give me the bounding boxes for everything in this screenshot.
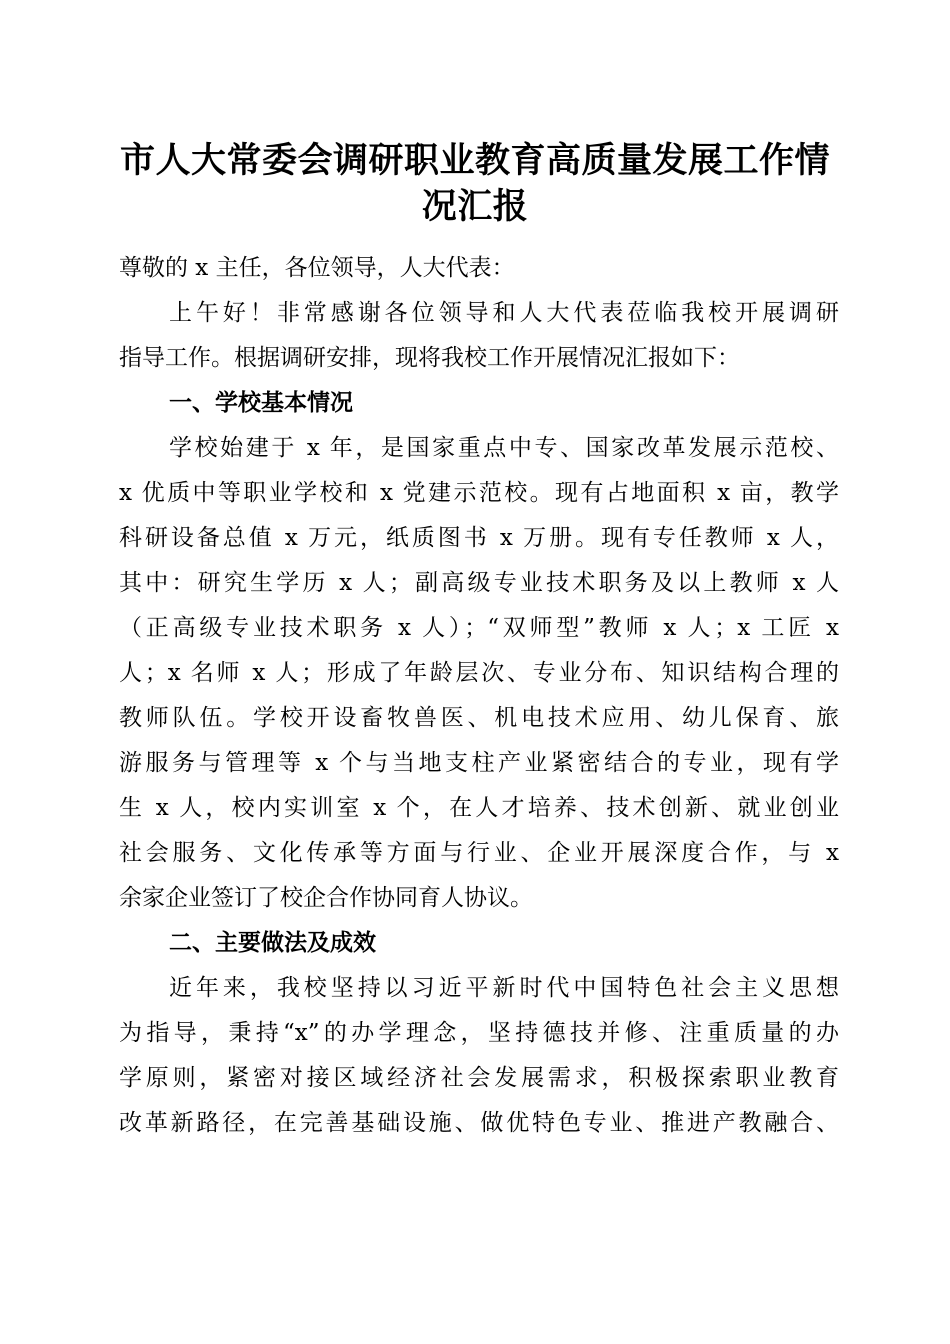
section-1-line-5: （正高级专业技术职务 x 人）；“双师型”教师 x 人；x 工匠 x [119,615,839,641]
salutation: 尊敬的 x 主任，各位领导，人大代表： [119,255,515,281]
section-1-line-6: 人；x 名师 x 人；形成了年龄层次、专业分布、知识结构合理的 [119,660,839,686]
section-2-line-4: 改革新路径，在完善基础设施、做优特色专业、推进产教融合、 [119,1110,839,1136]
section-1-line-7: 教师队伍。学校开设畜牧兽医、机电技术应用、幼儿保育、旅 [119,705,839,731]
section-1-line-10: 社会服务、文化传承等方面与行业、企业开展深度合作，与 x [119,840,839,866]
section-1-heading: 一、学校基本情况 [169,390,353,416]
document-title-line-2: 况汇报 [421,186,529,227]
intro-line-2: 指导工作。根据调研安排，现将我校工作开展情况汇报如下： [119,345,740,371]
section-1-line-3: 科研设备总值 x 万元，纸质图书 x 万册。现有专任教师 x 人， [119,525,839,551]
intro-line-1: 上午好！非常感谢各位领导和人大代表莅临我校开展调研 [169,300,839,326]
section-2-line-1: 近年来，我校坚持以习近平新时代中国特色社会主义思想 [169,975,839,1001]
section-2-line-2: 为指导，秉持“x”的办学理念，坚持德技并修、注重质量的办 [119,1020,839,1046]
section-1-line-11: 余家企业签订了校企合作协同育人协议。 [119,885,533,911]
section-2-line-3: 学原则，紧密对接区域经济社会发展需求，积极探索职业教育 [119,1065,839,1091]
section-1-line-8: 游服务与管理等 x 个与当地支柱产业紧密结合的专业，现有学 [119,750,839,776]
section-1-line-4: 其中：研究生学历 x 人；副高级专业技术职务及以上教师 x 人 [119,570,839,596]
section-1-line-9: 生 x 人，校内实训室 x 个，在人才培养、技术创新、就业创业 [119,795,839,821]
document-title-line-1: 市人大常委会调研职业教育高质量发展工作情 [119,140,830,181]
section-1-line-1: 学校始建于 x 年，是国家重点中专、国家改革发展示范校、 [169,435,839,461]
section-1-line-2: x 优质中等职业学校和 x 党建示范校。现有占地面积 x 亩，教学 [119,480,839,506]
section-2-heading: 二、主要做法及成效 [169,930,376,956]
